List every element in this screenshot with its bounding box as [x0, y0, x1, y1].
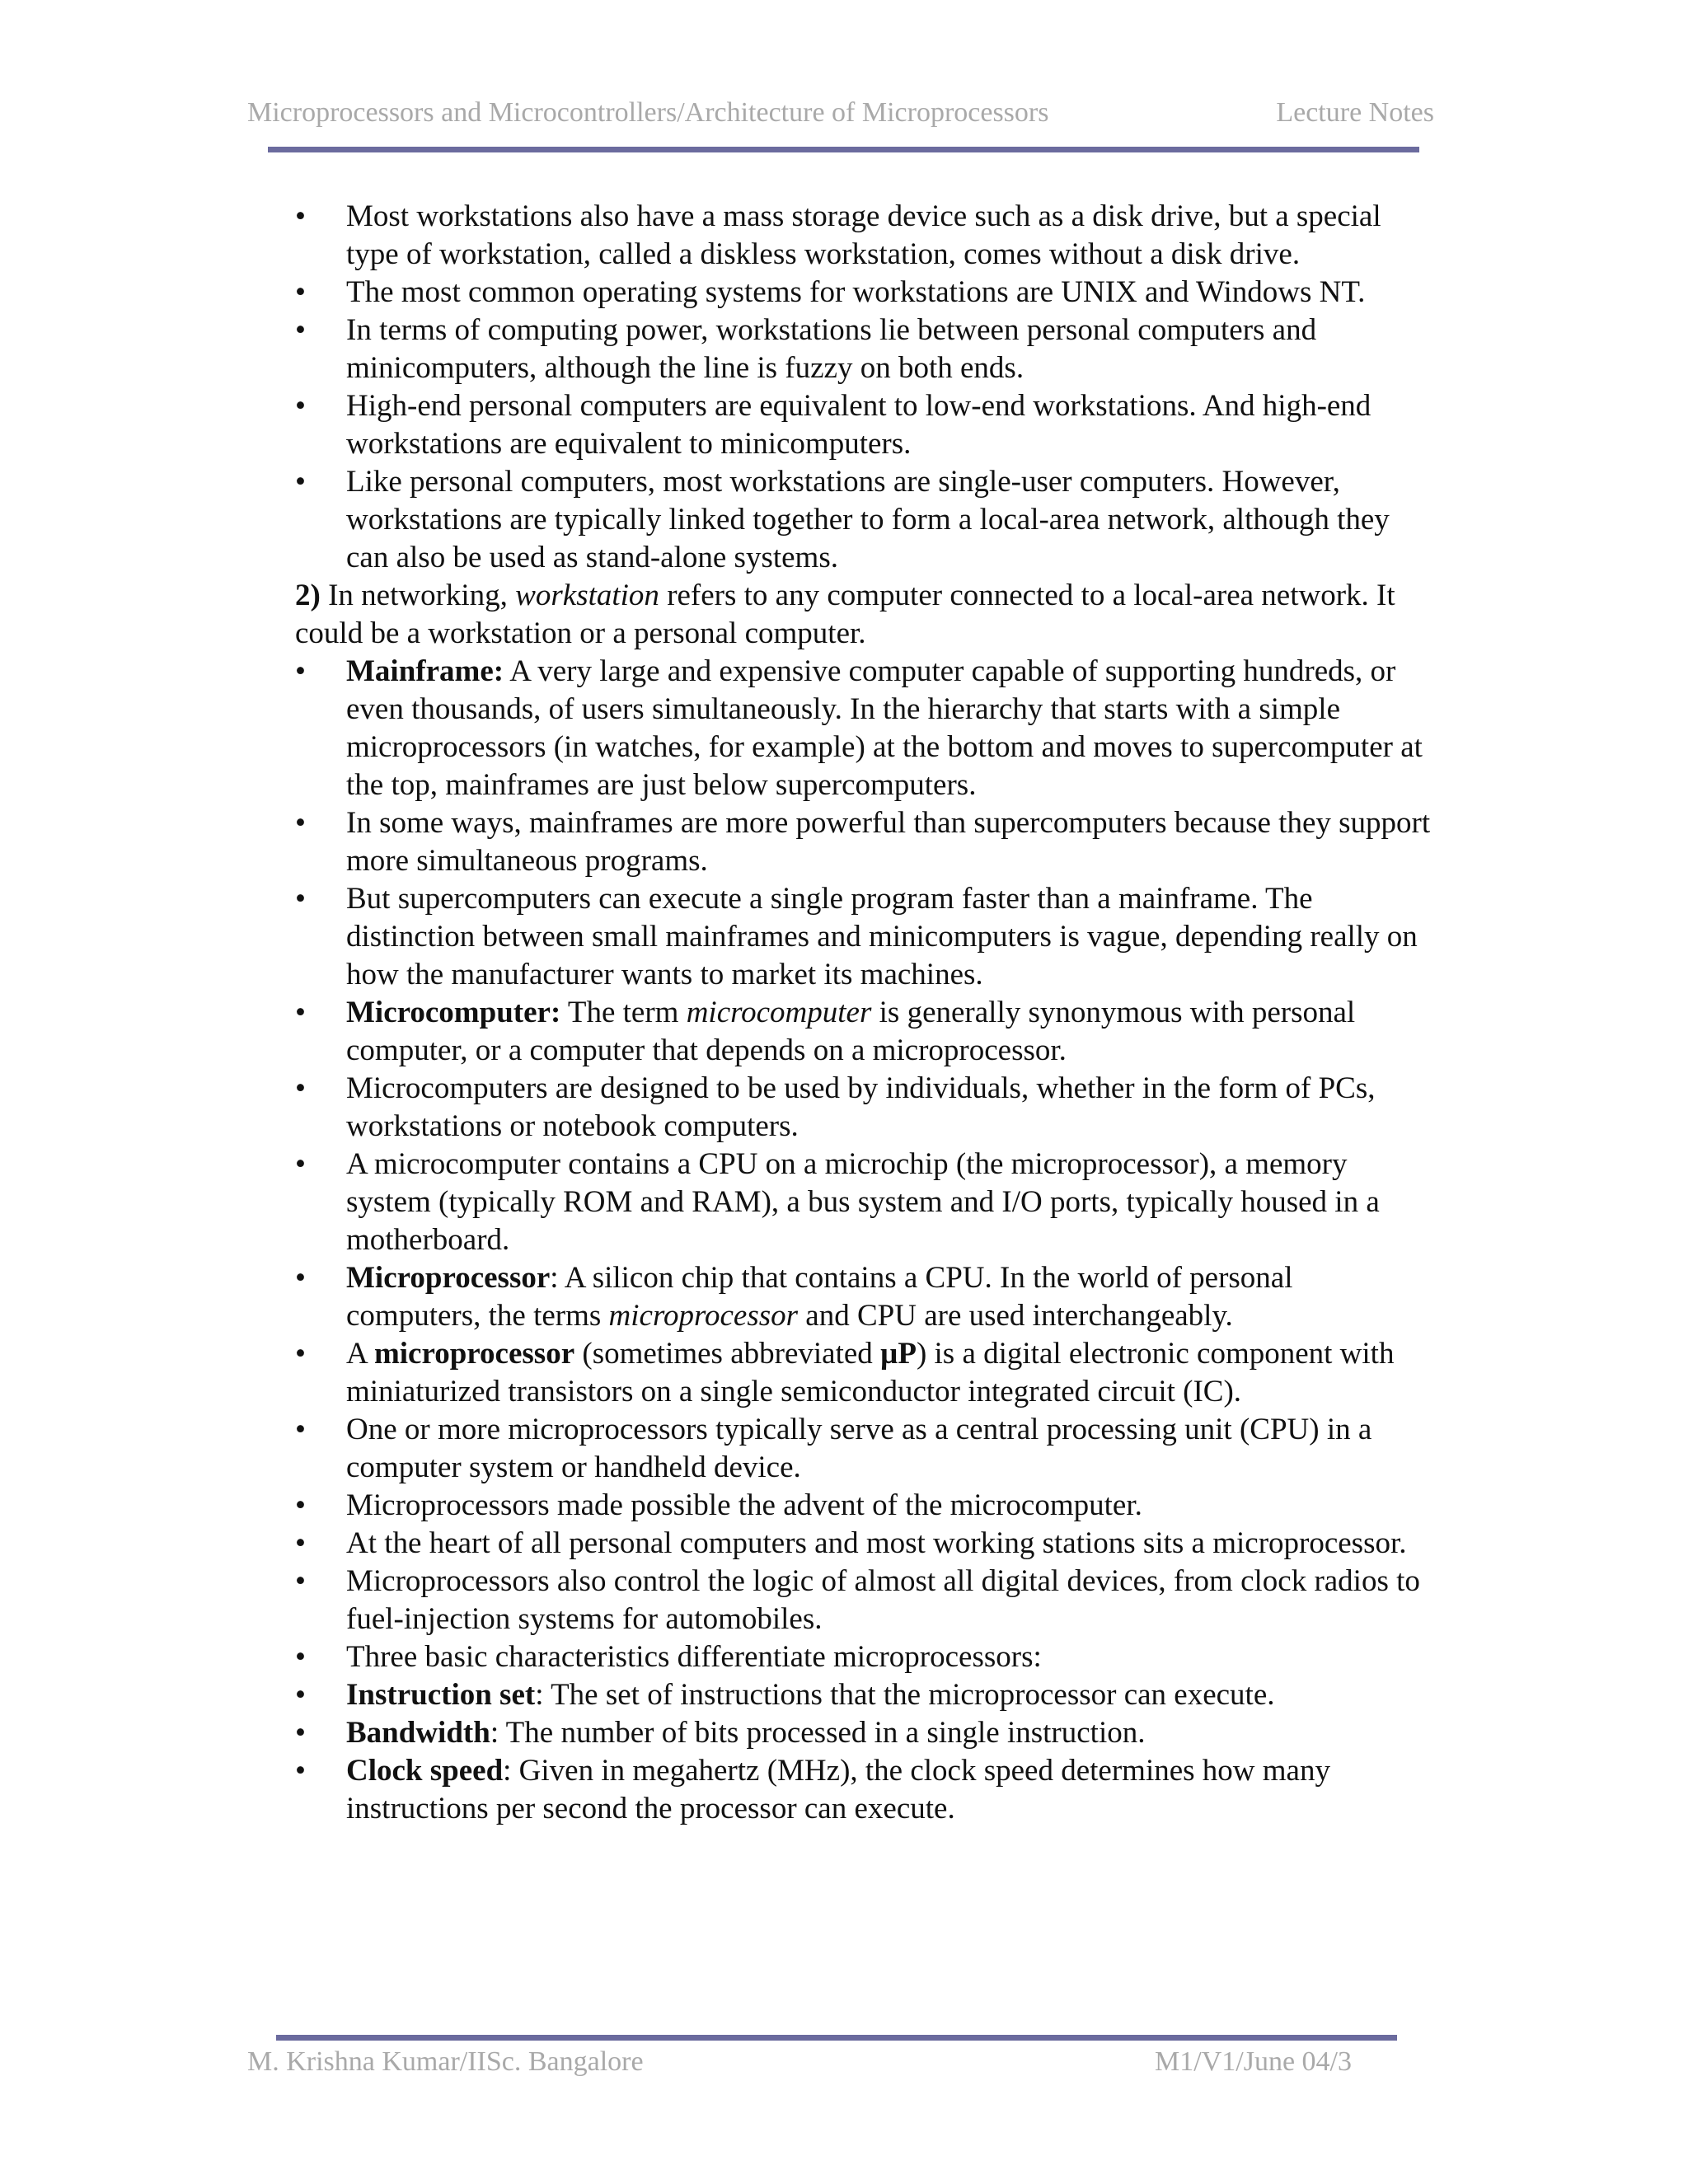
definition-text: and CPU are used interchangeably. — [798, 1299, 1233, 1333]
bullet-mark: • — [295, 654, 306, 688]
bullet-item — [295, 312, 1432, 387]
bullet-text: Microprocessors also control the logic of almost all digital devices, from clock radios to fuel-injection systems for automobiles. — [346, 1564, 1420, 1636]
bullet-mark: • — [295, 996, 306, 1029]
definition-text: is generally synonymous with personal computer, or a computer that depends on a microprocessor. — [346, 996, 1356, 1067]
bullet-mark: • — [295, 1147, 306, 1181]
bullet-mark: • — [295, 199, 306, 233]
bullet-text — [346, 1337, 1394, 1408]
bullet-text — [346, 1754, 1330, 1825]
bullet-mark: • — [295, 1261, 306, 1295]
bullet-item — [295, 198, 1432, 274]
bullet-mark: • — [295, 1678, 306, 1712]
bullet-text: Microcomputers are designed to be used by individuals, whether in the form of PCs, workstations or notebook computers. — [346, 1071, 1376, 1143]
term-microprocessor-bold: microprocessor — [373, 1337, 575, 1371]
bullet-mark: • — [295, 465, 306, 499]
bullet-mark: • — [295, 1488, 306, 1522]
header-doc-type: Lecture Notes — [1276, 97, 1434, 128]
bullet-item — [295, 274, 1432, 312]
header-divider — [268, 147, 1419, 152]
bullet-item — [295, 387, 1432, 463]
bullet-text — [346, 1716, 1145, 1750]
bullet-mark: • — [295, 1413, 306, 1446]
bullet-text: High-end personal computers are equivalent to low-end workstations. And high-end workstations are equivalent to minicomputers. — [346, 389, 1372, 461]
bullet-mark: • — [295, 275, 306, 309]
bullet-item — [295, 1335, 1432, 1411]
italic-term: microcomputer — [686, 996, 872, 1029]
bullet-item — [295, 1752, 1432, 1828]
paragraph-term: workstation — [515, 579, 659, 612]
bullet-mark: • — [295, 806, 306, 840]
definition-text: : A silicon chip that contains a CPU. In the world of personal computers, the terms — [346, 1261, 1293, 1333]
networking-paragraph — [295, 577, 1432, 653]
bullet-item — [295, 1563, 1432, 1638]
footer-author: M. Krishna Kumar/IISc. Bangalore — [247, 2046, 644, 2077]
bullet-item — [295, 1676, 1432, 1714]
term-microcomputer: Microcomputer: — [346, 996, 561, 1029]
bullet-text: A microcomputer contains a CPU on a microchip (the microprocessor), a memory system (typically ROM and RAM), a bus system and I/O ports, typically housed in a motherboard. — [346, 1147, 1380, 1257]
term-microprocessor: Microprocessor — [346, 1261, 551, 1295]
bullet-text — [346, 654, 1423, 802]
bullet-item — [295, 1259, 1432, 1335]
definition-text: ) is a digital electronic component with miniaturized transistors on a single semiconductor integrated circuit (IC). — [346, 1337, 1395, 1408]
definition-text: (sometimes abbreviated — [574, 1337, 881, 1371]
bullet-item — [295, 1525, 1432, 1563]
definition-text: A — [346, 1337, 374, 1371]
bullet-item — [295, 880, 1432, 994]
term-clock-speed: Clock speed — [346, 1754, 504, 1788]
paragraph-text: refers to any computer connected to a local-area network. It could be a workstation or a personal computer. — [295, 579, 1395, 650]
page-footer — [247, 2046, 1352, 2088]
header-course-title: Microprocessors and Microcontrollers/Architecture of Microprocessors — [247, 97, 1049, 128]
bullet-text: But supercomputers can execute a single program faster than a mainframe. The distinction between small mainframes and minicomputers is vague, depending really on how the manufacturer wants to market its machines. — [346, 882, 1418, 991]
bullet-text: Most workstations also have a mass storage device such as a disk drive, but a special type of workstation, called a diskless workstation, comes without a disk drive. — [346, 199, 1381, 271]
term-mainframe: Mainframe: — [346, 654, 504, 688]
definition-text: : The number of bits processed in a single instruction. — [490, 1716, 1146, 1750]
bullet-text — [346, 1261, 1293, 1333]
bullet-text: In terms of computing power, workstations lie between personal computers and minicomputers, although the line is fuzzy on both ends. — [346, 313, 1317, 385]
paragraph-number: 2) — [295, 579, 321, 612]
definition-text: The term — [560, 996, 687, 1029]
bullet-item — [295, 994, 1432, 1070]
bullet-mark: • — [295, 1754, 306, 1788]
term-instruction-set: Instruction set — [346, 1678, 536, 1712]
bullet-item — [295, 653, 1432, 804]
bullet-text: At the heart of all personal computers and most working stations sits a microprocessor. — [346, 1526, 1407, 1560]
footer-page-ref: M1/V1/June 04/3 — [1155, 2046, 1352, 2077]
paragraph-text: In networking, — [320, 579, 516, 612]
bullet-text: Like personal computers, most workstations are single-user computers. However, workstations are typically linked together to form a local-area network, although they can also be used as stand-alone systems. — [346, 465, 1390, 574]
page-header — [247, 97, 1434, 138]
bullet-item — [295, 1714, 1432, 1752]
bullet-item — [295, 1146, 1432, 1259]
bullet-text: Three basic characteristics differentiate microprocessors: — [346, 1640, 1042, 1674]
bullet-mark: • — [295, 389, 306, 423]
document-body — [295, 198, 1432, 1828]
bullet-text — [346, 1678, 1275, 1712]
definition-text: : Given in megahertz (MHz), the clock speed determines how many instructions per second the processor can execute. — [346, 1754, 1330, 1825]
bullet-item — [295, 1487, 1432, 1525]
bullet-item — [295, 463, 1432, 577]
bullet-item — [295, 1638, 1432, 1676]
bullet-text: In some ways, mainframes are more powerful than supercomputers because they support more simultaneous programs. — [346, 806, 1431, 878]
bullet-text: One or more microprocessors typically serve as a central processing unit (CPU) in a computer system or handheld device. — [346, 1413, 1372, 1484]
bullet-item — [295, 1070, 1432, 1146]
bullet-mark: • — [295, 313, 306, 347]
term-abbreviation: µP — [880, 1337, 917, 1371]
bullet-item — [295, 804, 1432, 880]
bullet-text: The most common operating systems for workstations are UNIX and Windows NT. — [346, 275, 1366, 309]
bullet-mark: • — [295, 1716, 306, 1750]
footer-divider — [276, 2035, 1397, 2041]
bullet-mark: • — [295, 1526, 306, 1560]
definition-text: : The set of instructions that the microprocessor can execute. — [535, 1678, 1275, 1712]
bullet-text — [346, 996, 1355, 1067]
bullet-mark: • — [295, 1337, 306, 1371]
bullet-mark: • — [295, 882, 306, 916]
bullet-mark: • — [295, 1640, 306, 1674]
bullet-mark: • — [295, 1071, 306, 1105]
definition-text: A very large and expensive computer capable of supporting hundreds, or even thousands, of users simultaneously. In the hierarchy that starts with a simple microprocessors (in watches, for example) at the bottom and moves to supercomputer at the top, mainframes are just below supercomputers. — [346, 654, 1423, 802]
bullet-text: Microprocessors made possible the advent of the microcomputer. — [346, 1488, 1142, 1522]
bullet-item — [295, 1411, 1432, 1487]
bullet-mark: • — [295, 1564, 306, 1598]
italic-term: microprocessor — [608, 1299, 799, 1333]
term-bandwidth: Bandwidth — [346, 1716, 490, 1750]
